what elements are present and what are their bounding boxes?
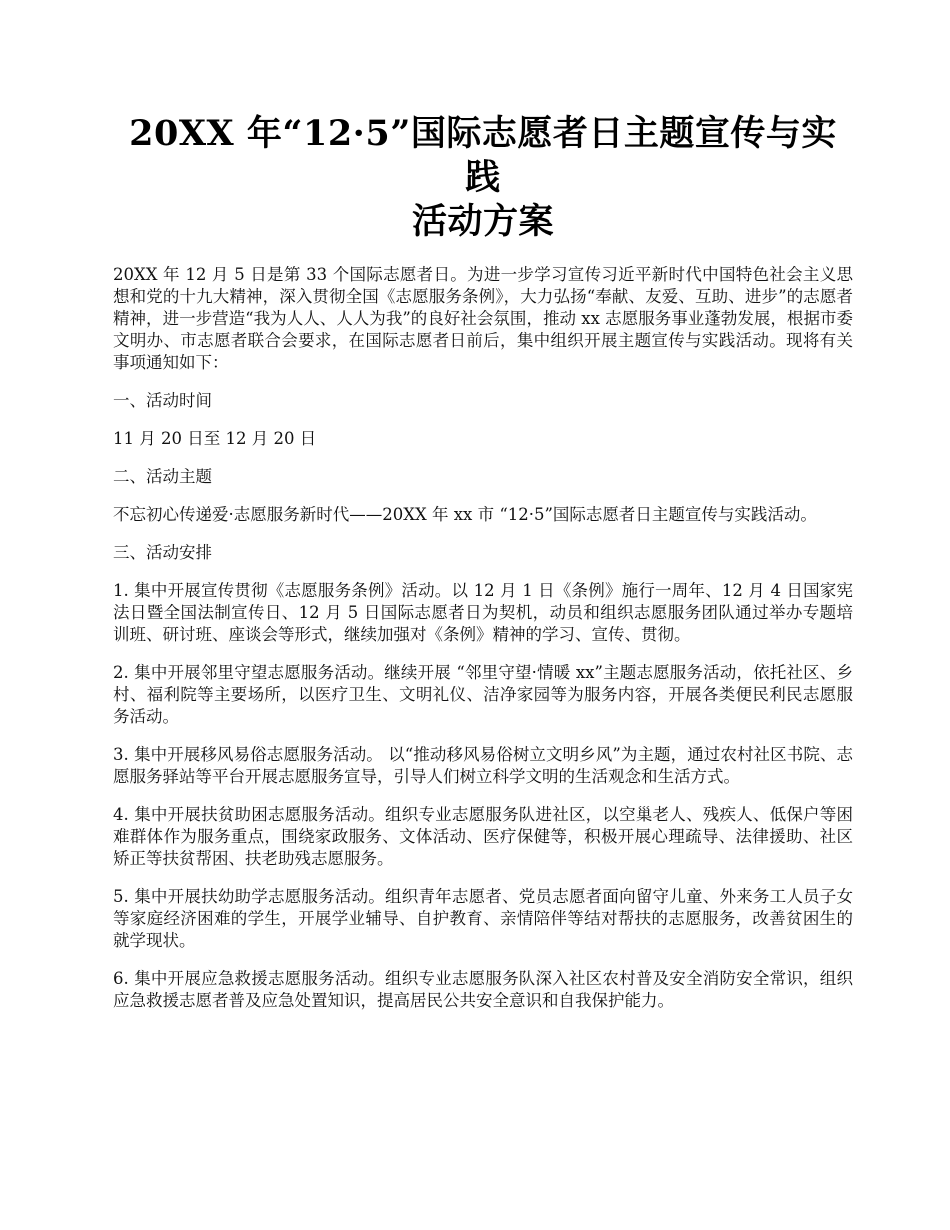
activity-time-text: 11 月 20 日至 12 月 20 日	[113, 429, 317, 448]
document-title-line-2: 活动方案	[411, 201, 554, 242]
arrangement-item-4: 4. 集中开展扶贫助困志愿服务活动。组织专业志愿服务队进社区，以空巢老人、残疾人、低保户等困难群体作为服务重点，围绕家政服务、文体活动、医疗保健等，积极开展心理疏导、法律援助、社区矫正等扶贫帮困、扶老助残志愿服务。	[113, 805, 853, 868]
arrangement-item-3: 3. 集中开展移风易俗志愿服务活动。 以“推动移风易俗树立文明乡风”为主题，通过农村社区书院、志愿服务驿站等平台开展志愿服务宣导，引导人们树立科学文明的生活观念和生活方式。	[113, 745, 853, 786]
activity-theme-text: 不忘初心传递爱·志愿服务新时代——20XX 年 xx 市 “12·5”国际志愿者日主题宣传与实践活动。	[113, 505, 817, 524]
section-heading-time: 一、活动时间	[113, 391, 212, 410]
intro-paragraph: 20XX 年 12 月 5 日是第 33 个国际志愿者日。为进一步学习宣传习近平新时代中国特色社会主义思想和党的十九大精神，深入贯彻全国《志愿服务条例》，大力弘扬“奉献、友爱、互助、进步”的志愿者精神，进一步营造“我为人人、人人为我”的良好社会氛围，推动 xx 志愿服务事业蓬勃发展，根据市委文明办、市志愿者联合会要求，在国际志愿者日前后，集中组织开展主题宣传与实践活动。现将有关事项通知如下：	[113, 265, 853, 372]
section-heading-theme: 二、活动主题	[113, 467, 212, 486]
section-heading-arrangement: 三、活动安排	[113, 543, 212, 562]
arrangement-item-5: 5. 集中开展扶幼助学志愿服务活动。组织青年志愿者、党员志愿者面向留守儿童、外来务工人员子女等家庭经济困难的学生，开展学业辅导、自护教育、亲情陪伴等结对帮扶的志愿服务，改善贫困生的就学现状。	[113, 887, 853, 950]
document-page	[113, 112, 853, 1028]
document-title-line-1: 20XX 年“12·5”国际志愿者日主题宣传与实践	[129, 113, 837, 198]
arrangement-item-2: 2. 集中开展邻里守望志愿服务活动。继续开展 “邻里守望·情暖 xx”主题志愿服务活动，依托社区、乡村、福利院等主要场所，以医疗卫生、文明礼仪、洁净家园等为服务内容，开展各类便民利民志愿服务活动。	[113, 663, 853, 726]
arrangement-item-1: 1. 集中开展宣传贯彻《志愿服务条例》活动。以 12 月 1 日《条例》施行一周年、12 月 4 日国家宪法日暨全国法制宣传日、12 月 5 日国际志愿者日为契机，动员和组织志愿服务团队通过举办专题培训班、研讨班、座谈会等形式，继续加强对《条例》精神的学习、宣传、贯彻。	[113, 581, 853, 644]
document-title	[113, 112, 853, 244]
arrangement-item-6: 6. 集中开展应急救援志愿服务活动。组织专业志愿服务队深入社区农村普及安全消防安全常识，组织应急救援志愿者普及应急处置知识，提高居民公共安全意识和自我保护能力。	[113, 969, 853, 1010]
